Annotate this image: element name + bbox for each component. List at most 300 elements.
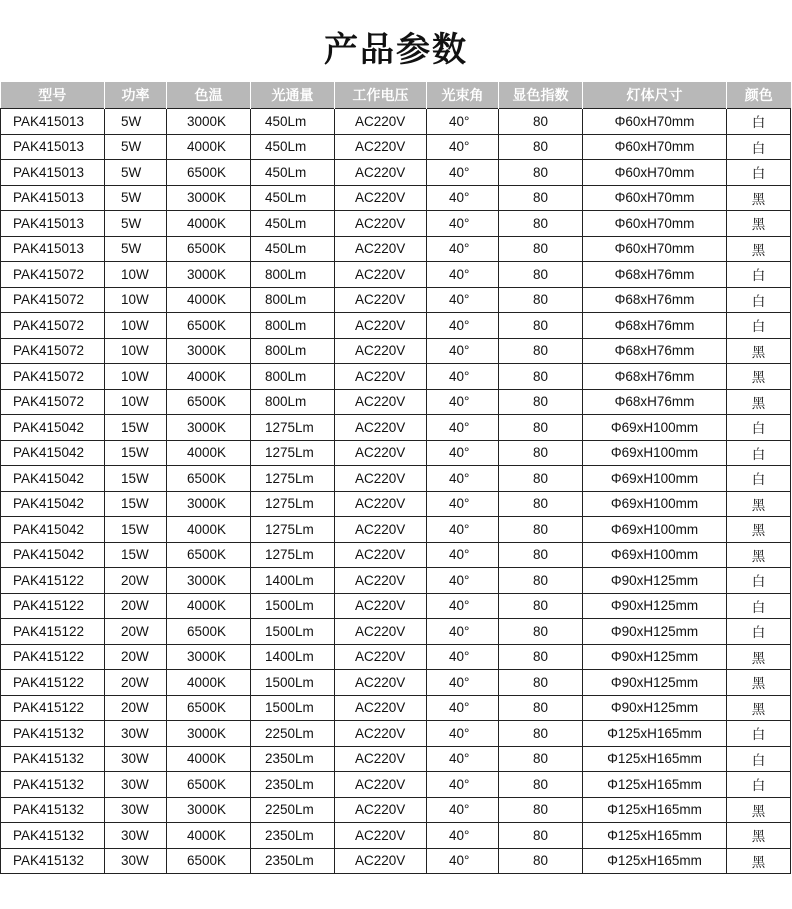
cell-body-color: 黑 bbox=[727, 185, 791, 211]
cell-body-color: 黑 bbox=[727, 389, 791, 415]
cell-luminous-flux: 1400Lm bbox=[251, 644, 335, 670]
cell-model: PAK415132 bbox=[1, 746, 105, 772]
cell-luminous-flux: 800Lm bbox=[251, 262, 335, 288]
cell-cri: 80 bbox=[499, 262, 583, 288]
cell-model: PAK415042 bbox=[1, 466, 105, 492]
cell-beam-angle: 40° bbox=[427, 746, 499, 772]
cell-model: PAK415072 bbox=[1, 287, 105, 313]
cell-dimensions: Φ69xH100mm bbox=[583, 440, 727, 466]
cell-power: 15W bbox=[105, 491, 167, 517]
cell-luminous-flux: 450Lm bbox=[251, 185, 335, 211]
cell-power: 20W bbox=[105, 644, 167, 670]
cell-body-color: 白 bbox=[727, 313, 791, 339]
cell-color-temp: 6500K bbox=[167, 389, 251, 415]
cell-dimensions: Φ60xH70mm bbox=[583, 211, 727, 237]
table-row bbox=[1, 440, 791, 466]
cell-color-temp: 3000K bbox=[167, 491, 251, 517]
cell-luminous-flux: 450Lm bbox=[251, 109, 335, 135]
cell-power: 20W bbox=[105, 695, 167, 721]
cell-color-temp: 6500K bbox=[167, 848, 251, 874]
cell-voltage: AC220V bbox=[335, 287, 427, 313]
cell-color-temp: 3000K bbox=[167, 262, 251, 288]
cell-model: PAK415072 bbox=[1, 364, 105, 390]
cell-color-temp: 6500K bbox=[167, 236, 251, 262]
table-row bbox=[1, 415, 791, 441]
cell-dimensions: Φ69xH100mm bbox=[583, 491, 727, 517]
cell-color-temp: 6500K bbox=[167, 160, 251, 186]
cell-cri: 80 bbox=[499, 313, 583, 339]
cell-luminous-flux: 2350Lm bbox=[251, 823, 335, 849]
cell-color-temp: 3000K bbox=[167, 644, 251, 670]
cell-voltage: AC220V bbox=[335, 746, 427, 772]
cell-beam-angle: 40° bbox=[427, 542, 499, 568]
cell-power: 10W bbox=[105, 338, 167, 364]
table-row bbox=[1, 695, 791, 721]
cell-power: 30W bbox=[105, 848, 167, 874]
cell-dimensions: Φ60xH70mm bbox=[583, 185, 727, 211]
cell-power: 15W bbox=[105, 415, 167, 441]
cell-beam-angle: 40° bbox=[427, 670, 499, 696]
table-row bbox=[1, 287, 791, 313]
cell-dimensions: Φ90xH125mm bbox=[583, 644, 727, 670]
cell-luminous-flux: 450Lm bbox=[251, 134, 335, 160]
cell-dimensions: Φ90xH125mm bbox=[583, 568, 727, 594]
cell-luminous-flux: 1275Lm bbox=[251, 542, 335, 568]
cell-luminous-flux: 450Lm bbox=[251, 211, 335, 237]
cell-body-color: 白 bbox=[727, 568, 791, 594]
cell-voltage: AC220V bbox=[335, 160, 427, 186]
cell-power: 30W bbox=[105, 797, 167, 823]
cell-beam-angle: 40° bbox=[427, 491, 499, 517]
cell-cri: 80 bbox=[499, 287, 583, 313]
header-body-color: 颜色 bbox=[727, 82, 791, 109]
cell-voltage: AC220V bbox=[335, 415, 427, 441]
cell-color-temp: 3000K bbox=[167, 568, 251, 594]
cell-color-temp: 6500K bbox=[167, 466, 251, 492]
cell-voltage: AC220V bbox=[335, 440, 427, 466]
cell-voltage: AC220V bbox=[335, 823, 427, 849]
cell-power: 20W bbox=[105, 593, 167, 619]
cell-body-color: 黑 bbox=[727, 670, 791, 696]
cell-model: PAK415013 bbox=[1, 109, 105, 135]
cell-dimensions: Φ60xH70mm bbox=[583, 236, 727, 262]
cell-power: 20W bbox=[105, 568, 167, 594]
header-voltage: 工作电压 bbox=[335, 82, 427, 109]
table-row bbox=[1, 619, 791, 645]
cell-luminous-flux: 450Lm bbox=[251, 160, 335, 186]
cell-model: PAK415013 bbox=[1, 160, 105, 186]
cell-body-color: 白 bbox=[727, 134, 791, 160]
header-power: 功率 bbox=[105, 82, 167, 109]
header-cri: 显色指数 bbox=[499, 82, 583, 109]
cell-beam-angle: 40° bbox=[427, 338, 499, 364]
cell-voltage: AC220V bbox=[335, 338, 427, 364]
cell-beam-angle: 40° bbox=[427, 619, 499, 645]
cell-color-temp: 3000K bbox=[167, 109, 251, 135]
cell-beam-angle: 40° bbox=[427, 236, 499, 262]
table-row bbox=[1, 797, 791, 823]
cell-dimensions: Φ125xH165mm bbox=[583, 797, 727, 823]
cell-cri: 80 bbox=[499, 211, 583, 237]
cell-voltage: AC220V bbox=[335, 491, 427, 517]
cell-color-temp: 6500K bbox=[167, 313, 251, 339]
cell-model: PAK415013 bbox=[1, 134, 105, 160]
cell-cri: 80 bbox=[499, 823, 583, 849]
cell-luminous-flux: 2250Lm bbox=[251, 721, 335, 747]
cell-cri: 80 bbox=[499, 670, 583, 696]
cell-body-color: 白 bbox=[727, 593, 791, 619]
cell-body-color: 黑 bbox=[727, 491, 791, 517]
cell-body-color: 黑 bbox=[727, 236, 791, 262]
table-row bbox=[1, 568, 791, 594]
cell-color-temp: 4000K bbox=[167, 134, 251, 160]
table-row bbox=[1, 644, 791, 670]
cell-voltage: AC220V bbox=[335, 542, 427, 568]
cell-voltage: AC220V bbox=[335, 185, 427, 211]
cell-color-temp: 4000K bbox=[167, 670, 251, 696]
table-row bbox=[1, 721, 791, 747]
cell-dimensions: Φ125xH165mm bbox=[583, 772, 727, 798]
cell-color-temp: 4000K bbox=[167, 211, 251, 237]
cell-luminous-flux: 1400Lm bbox=[251, 568, 335, 594]
cell-beam-angle: 40° bbox=[427, 593, 499, 619]
cell-dimensions: Φ68xH76mm bbox=[583, 338, 727, 364]
cell-dimensions: Φ60xH70mm bbox=[583, 109, 727, 135]
cell-dimensions: Φ69xH100mm bbox=[583, 517, 727, 543]
cell-dimensions: Φ68xH76mm bbox=[583, 364, 727, 390]
cell-body-color: 黑 bbox=[727, 848, 791, 874]
header-dimensions: 灯体尺寸 bbox=[583, 82, 727, 109]
cell-color-temp: 4000K bbox=[167, 746, 251, 772]
cell-cri: 80 bbox=[499, 466, 583, 492]
cell-body-color: 白 bbox=[727, 721, 791, 747]
cell-beam-angle: 40° bbox=[427, 466, 499, 492]
cell-beam-angle: 40° bbox=[427, 568, 499, 594]
cell-cri: 80 bbox=[499, 185, 583, 211]
cell-beam-angle: 40° bbox=[427, 721, 499, 747]
table-row bbox=[1, 823, 791, 849]
cell-voltage: AC220V bbox=[335, 364, 427, 390]
cell-body-color: 黑 bbox=[727, 823, 791, 849]
cell-voltage: AC220V bbox=[335, 644, 427, 670]
cell-luminous-flux: 800Lm bbox=[251, 389, 335, 415]
cell-cri: 80 bbox=[499, 746, 583, 772]
cell-cri: 80 bbox=[499, 619, 583, 645]
cell-dimensions: Φ69xH100mm bbox=[583, 415, 727, 441]
cell-model: PAK415013 bbox=[1, 185, 105, 211]
cell-cri: 80 bbox=[499, 236, 583, 262]
cell-power: 20W bbox=[105, 670, 167, 696]
table-row bbox=[1, 517, 791, 543]
cell-model: PAK415042 bbox=[1, 517, 105, 543]
cell-luminous-flux: 1275Lm bbox=[251, 491, 335, 517]
cell-model: PAK415042 bbox=[1, 415, 105, 441]
cell-voltage: AC220V bbox=[335, 670, 427, 696]
cell-body-color: 黑 bbox=[727, 211, 791, 237]
cell-cri: 80 bbox=[499, 364, 583, 390]
cell-cri: 80 bbox=[499, 848, 583, 874]
cell-luminous-flux: 2350Lm bbox=[251, 746, 335, 772]
cell-model: PAK415072 bbox=[1, 389, 105, 415]
cell-cri: 80 bbox=[499, 134, 583, 160]
cell-power: 30W bbox=[105, 746, 167, 772]
cell-voltage: AC220V bbox=[335, 313, 427, 339]
cell-body-color: 白 bbox=[727, 619, 791, 645]
cell-power: 5W bbox=[105, 160, 167, 186]
cell-body-color: 黑 bbox=[727, 542, 791, 568]
cell-body-color: 白 bbox=[727, 287, 791, 313]
cell-luminous-flux: 1275Lm bbox=[251, 517, 335, 543]
cell-voltage: AC220V bbox=[335, 517, 427, 543]
cell-beam-angle: 40° bbox=[427, 415, 499, 441]
cell-model: PAK415122 bbox=[1, 670, 105, 696]
cell-power: 15W bbox=[105, 542, 167, 568]
cell-luminous-flux: 1500Lm bbox=[251, 619, 335, 645]
cell-body-color: 黑 bbox=[727, 695, 791, 721]
cell-dimensions: Φ68xH76mm bbox=[583, 313, 727, 339]
cell-body-color: 白 bbox=[727, 415, 791, 441]
cell-body-color: 白 bbox=[727, 466, 791, 492]
cell-color-temp: 4000K bbox=[167, 287, 251, 313]
table-row bbox=[1, 848, 791, 874]
cell-luminous-flux: 1275Lm bbox=[251, 415, 335, 441]
cell-color-temp: 4000K bbox=[167, 823, 251, 849]
cell-cri: 80 bbox=[499, 568, 583, 594]
cell-cri: 80 bbox=[499, 695, 583, 721]
cell-voltage: AC220V bbox=[335, 772, 427, 798]
cell-dimensions: Φ125xH165mm bbox=[583, 823, 727, 849]
cell-luminous-flux: 800Lm bbox=[251, 338, 335, 364]
cell-cri: 80 bbox=[499, 415, 583, 441]
cell-cri: 80 bbox=[499, 440, 583, 466]
cell-voltage: AC220V bbox=[335, 262, 427, 288]
cell-color-temp: 4000K bbox=[167, 364, 251, 390]
table-row bbox=[1, 466, 791, 492]
cell-dimensions: Φ60xH70mm bbox=[583, 134, 727, 160]
cell-model: PAK415042 bbox=[1, 491, 105, 517]
cell-power: 5W bbox=[105, 134, 167, 160]
table-row bbox=[1, 185, 791, 211]
cell-model: PAK415072 bbox=[1, 262, 105, 288]
cell-beam-angle: 40° bbox=[427, 797, 499, 823]
cell-beam-angle: 40° bbox=[427, 517, 499, 543]
cell-power: 5W bbox=[105, 236, 167, 262]
cell-body-color: 白 bbox=[727, 746, 791, 772]
cell-luminous-flux: 800Lm bbox=[251, 287, 335, 313]
cell-dimensions: Φ69xH100mm bbox=[583, 542, 727, 568]
cell-beam-angle: 40° bbox=[427, 772, 499, 798]
cell-cri: 80 bbox=[499, 338, 583, 364]
cell-body-color: 白 bbox=[727, 772, 791, 798]
cell-voltage: AC220V bbox=[335, 211, 427, 237]
cell-model: PAK415122 bbox=[1, 593, 105, 619]
cell-dimensions: Φ125xH165mm bbox=[583, 848, 727, 874]
cell-dimensions: Φ69xH100mm bbox=[583, 466, 727, 492]
cell-color-temp: 4000K bbox=[167, 440, 251, 466]
table-row bbox=[1, 134, 791, 160]
table-row bbox=[1, 772, 791, 798]
cell-body-color: 白 bbox=[727, 160, 791, 186]
cell-model: PAK415132 bbox=[1, 772, 105, 798]
cell-beam-angle: 40° bbox=[427, 134, 499, 160]
cell-cri: 80 bbox=[499, 160, 583, 186]
cell-power: 20W bbox=[105, 619, 167, 645]
cell-color-temp: 4000K bbox=[167, 517, 251, 543]
cell-voltage: AC220V bbox=[335, 466, 427, 492]
cell-cri: 80 bbox=[499, 593, 583, 619]
cell-power: 15W bbox=[105, 517, 167, 543]
cell-model: PAK415122 bbox=[1, 568, 105, 594]
cell-cri: 80 bbox=[499, 517, 583, 543]
table-row bbox=[1, 593, 791, 619]
table-header-row bbox=[1, 82, 791, 109]
cell-cri: 80 bbox=[499, 491, 583, 517]
cell-beam-angle: 40° bbox=[427, 848, 499, 874]
cell-cri: 80 bbox=[499, 644, 583, 670]
header-color-temp: 色温 bbox=[167, 82, 251, 109]
cell-power: 10W bbox=[105, 389, 167, 415]
cell-power: 15W bbox=[105, 466, 167, 492]
cell-body-color: 黑 bbox=[727, 797, 791, 823]
cell-luminous-flux: 800Lm bbox=[251, 364, 335, 390]
cell-voltage: AC220V bbox=[335, 134, 427, 160]
cell-beam-angle: 40° bbox=[427, 287, 499, 313]
cell-dimensions: Φ125xH165mm bbox=[583, 746, 727, 772]
cell-voltage: AC220V bbox=[335, 109, 427, 135]
cell-power: 10W bbox=[105, 364, 167, 390]
cell-body-color: 白 bbox=[727, 109, 791, 135]
cell-beam-angle: 40° bbox=[427, 313, 499, 339]
cell-dimensions: Φ68xH76mm bbox=[583, 262, 727, 288]
cell-power: 10W bbox=[105, 262, 167, 288]
cell-model: PAK415122 bbox=[1, 695, 105, 721]
table-row bbox=[1, 746, 791, 772]
cell-model: PAK415132 bbox=[1, 797, 105, 823]
cell-cri: 80 bbox=[499, 797, 583, 823]
cell-beam-angle: 40° bbox=[427, 440, 499, 466]
cell-dimensions: Φ90xH125mm bbox=[583, 619, 727, 645]
table-row bbox=[1, 670, 791, 696]
cell-power: 10W bbox=[105, 287, 167, 313]
cell-voltage: AC220V bbox=[335, 389, 427, 415]
cell-power: 15W bbox=[105, 440, 167, 466]
cell-body-color: 黑 bbox=[727, 517, 791, 543]
cell-model: PAK415042 bbox=[1, 440, 105, 466]
table-row bbox=[1, 364, 791, 390]
cell-dimensions: Φ90xH125mm bbox=[583, 670, 727, 696]
table-row bbox=[1, 262, 791, 288]
cell-luminous-flux: 1275Lm bbox=[251, 466, 335, 492]
cell-power: 5W bbox=[105, 109, 167, 135]
cell-model: PAK415132 bbox=[1, 721, 105, 747]
cell-color-temp: 3000K bbox=[167, 797, 251, 823]
cell-body-color: 白 bbox=[727, 262, 791, 288]
cell-color-temp: 6500K bbox=[167, 772, 251, 798]
cell-beam-angle: 40° bbox=[427, 211, 499, 237]
cell-dimensions: Φ68xH76mm bbox=[583, 389, 727, 415]
table-row bbox=[1, 542, 791, 568]
cell-voltage: AC220V bbox=[335, 593, 427, 619]
cell-voltage: AC220V bbox=[335, 619, 427, 645]
cell-color-temp: 6500K bbox=[167, 542, 251, 568]
table-row bbox=[1, 389, 791, 415]
table-row bbox=[1, 236, 791, 262]
cell-body-color: 黑 bbox=[727, 338, 791, 364]
header-luminous-flux: 光通量 bbox=[251, 82, 335, 109]
cell-beam-angle: 40° bbox=[427, 823, 499, 849]
cell-model: PAK415013 bbox=[1, 236, 105, 262]
cell-body-color: 白 bbox=[727, 440, 791, 466]
cell-model: PAK415122 bbox=[1, 619, 105, 645]
cell-cri: 80 bbox=[499, 542, 583, 568]
cell-model: PAK415042 bbox=[1, 542, 105, 568]
table-row bbox=[1, 160, 791, 186]
cell-dimensions: Φ90xH125mm bbox=[583, 593, 727, 619]
cell-beam-angle: 40° bbox=[427, 160, 499, 186]
cell-beam-angle: 40° bbox=[427, 389, 499, 415]
cell-beam-angle: 40° bbox=[427, 109, 499, 135]
cell-power: 30W bbox=[105, 721, 167, 747]
cell-power: 30W bbox=[105, 772, 167, 798]
cell-beam-angle: 40° bbox=[427, 262, 499, 288]
cell-color-temp: 3000K bbox=[167, 338, 251, 364]
cell-voltage: AC220V bbox=[335, 236, 427, 262]
cell-luminous-flux: 2250Lm bbox=[251, 797, 335, 823]
cell-luminous-flux: 800Lm bbox=[251, 313, 335, 339]
spec-table bbox=[0, 82, 791, 874]
cell-body-color: 黑 bbox=[727, 644, 791, 670]
cell-body-color: 黑 bbox=[727, 364, 791, 390]
cell-dimensions: Φ60xH70mm bbox=[583, 160, 727, 186]
cell-model: PAK415132 bbox=[1, 823, 105, 849]
cell-voltage: AC220V bbox=[335, 848, 427, 874]
cell-luminous-flux: 1275Lm bbox=[251, 440, 335, 466]
page-title: 产品参数 bbox=[324, 30, 468, 70]
table-row bbox=[1, 491, 791, 517]
cell-voltage: AC220V bbox=[335, 797, 427, 823]
cell-beam-angle: 40° bbox=[427, 364, 499, 390]
cell-beam-angle: 40° bbox=[427, 695, 499, 721]
table-row bbox=[1, 109, 791, 135]
cell-model: PAK415072 bbox=[1, 338, 105, 364]
cell-color-temp: 3000K bbox=[167, 185, 251, 211]
cell-luminous-flux: 1500Lm bbox=[251, 695, 335, 721]
table-row bbox=[1, 313, 791, 339]
cell-color-temp: 3000K bbox=[167, 721, 251, 747]
cell-model: PAK415072 bbox=[1, 313, 105, 339]
cell-model: PAK415122 bbox=[1, 644, 105, 670]
cell-voltage: AC220V bbox=[335, 568, 427, 594]
table-row bbox=[1, 211, 791, 237]
cell-cri: 80 bbox=[499, 721, 583, 747]
cell-voltage: AC220V bbox=[335, 721, 427, 747]
cell-cri: 80 bbox=[499, 109, 583, 135]
cell-model: PAK415013 bbox=[1, 211, 105, 237]
cell-power: 5W bbox=[105, 211, 167, 237]
cell-power: 10W bbox=[105, 313, 167, 339]
cell-color-temp: 3000K bbox=[167, 415, 251, 441]
cell-color-temp: 6500K bbox=[167, 695, 251, 721]
table-row bbox=[1, 338, 791, 364]
cell-luminous-flux: 450Lm bbox=[251, 236, 335, 262]
cell-beam-angle: 40° bbox=[427, 644, 499, 670]
header-model: 型号 bbox=[1, 82, 105, 109]
cell-model: PAK415132 bbox=[1, 848, 105, 874]
cell-dimensions: Φ90xH125mm bbox=[583, 695, 727, 721]
cell-luminous-flux: 2350Lm bbox=[251, 848, 335, 874]
cell-power: 5W bbox=[105, 185, 167, 211]
cell-beam-angle: 40° bbox=[427, 185, 499, 211]
